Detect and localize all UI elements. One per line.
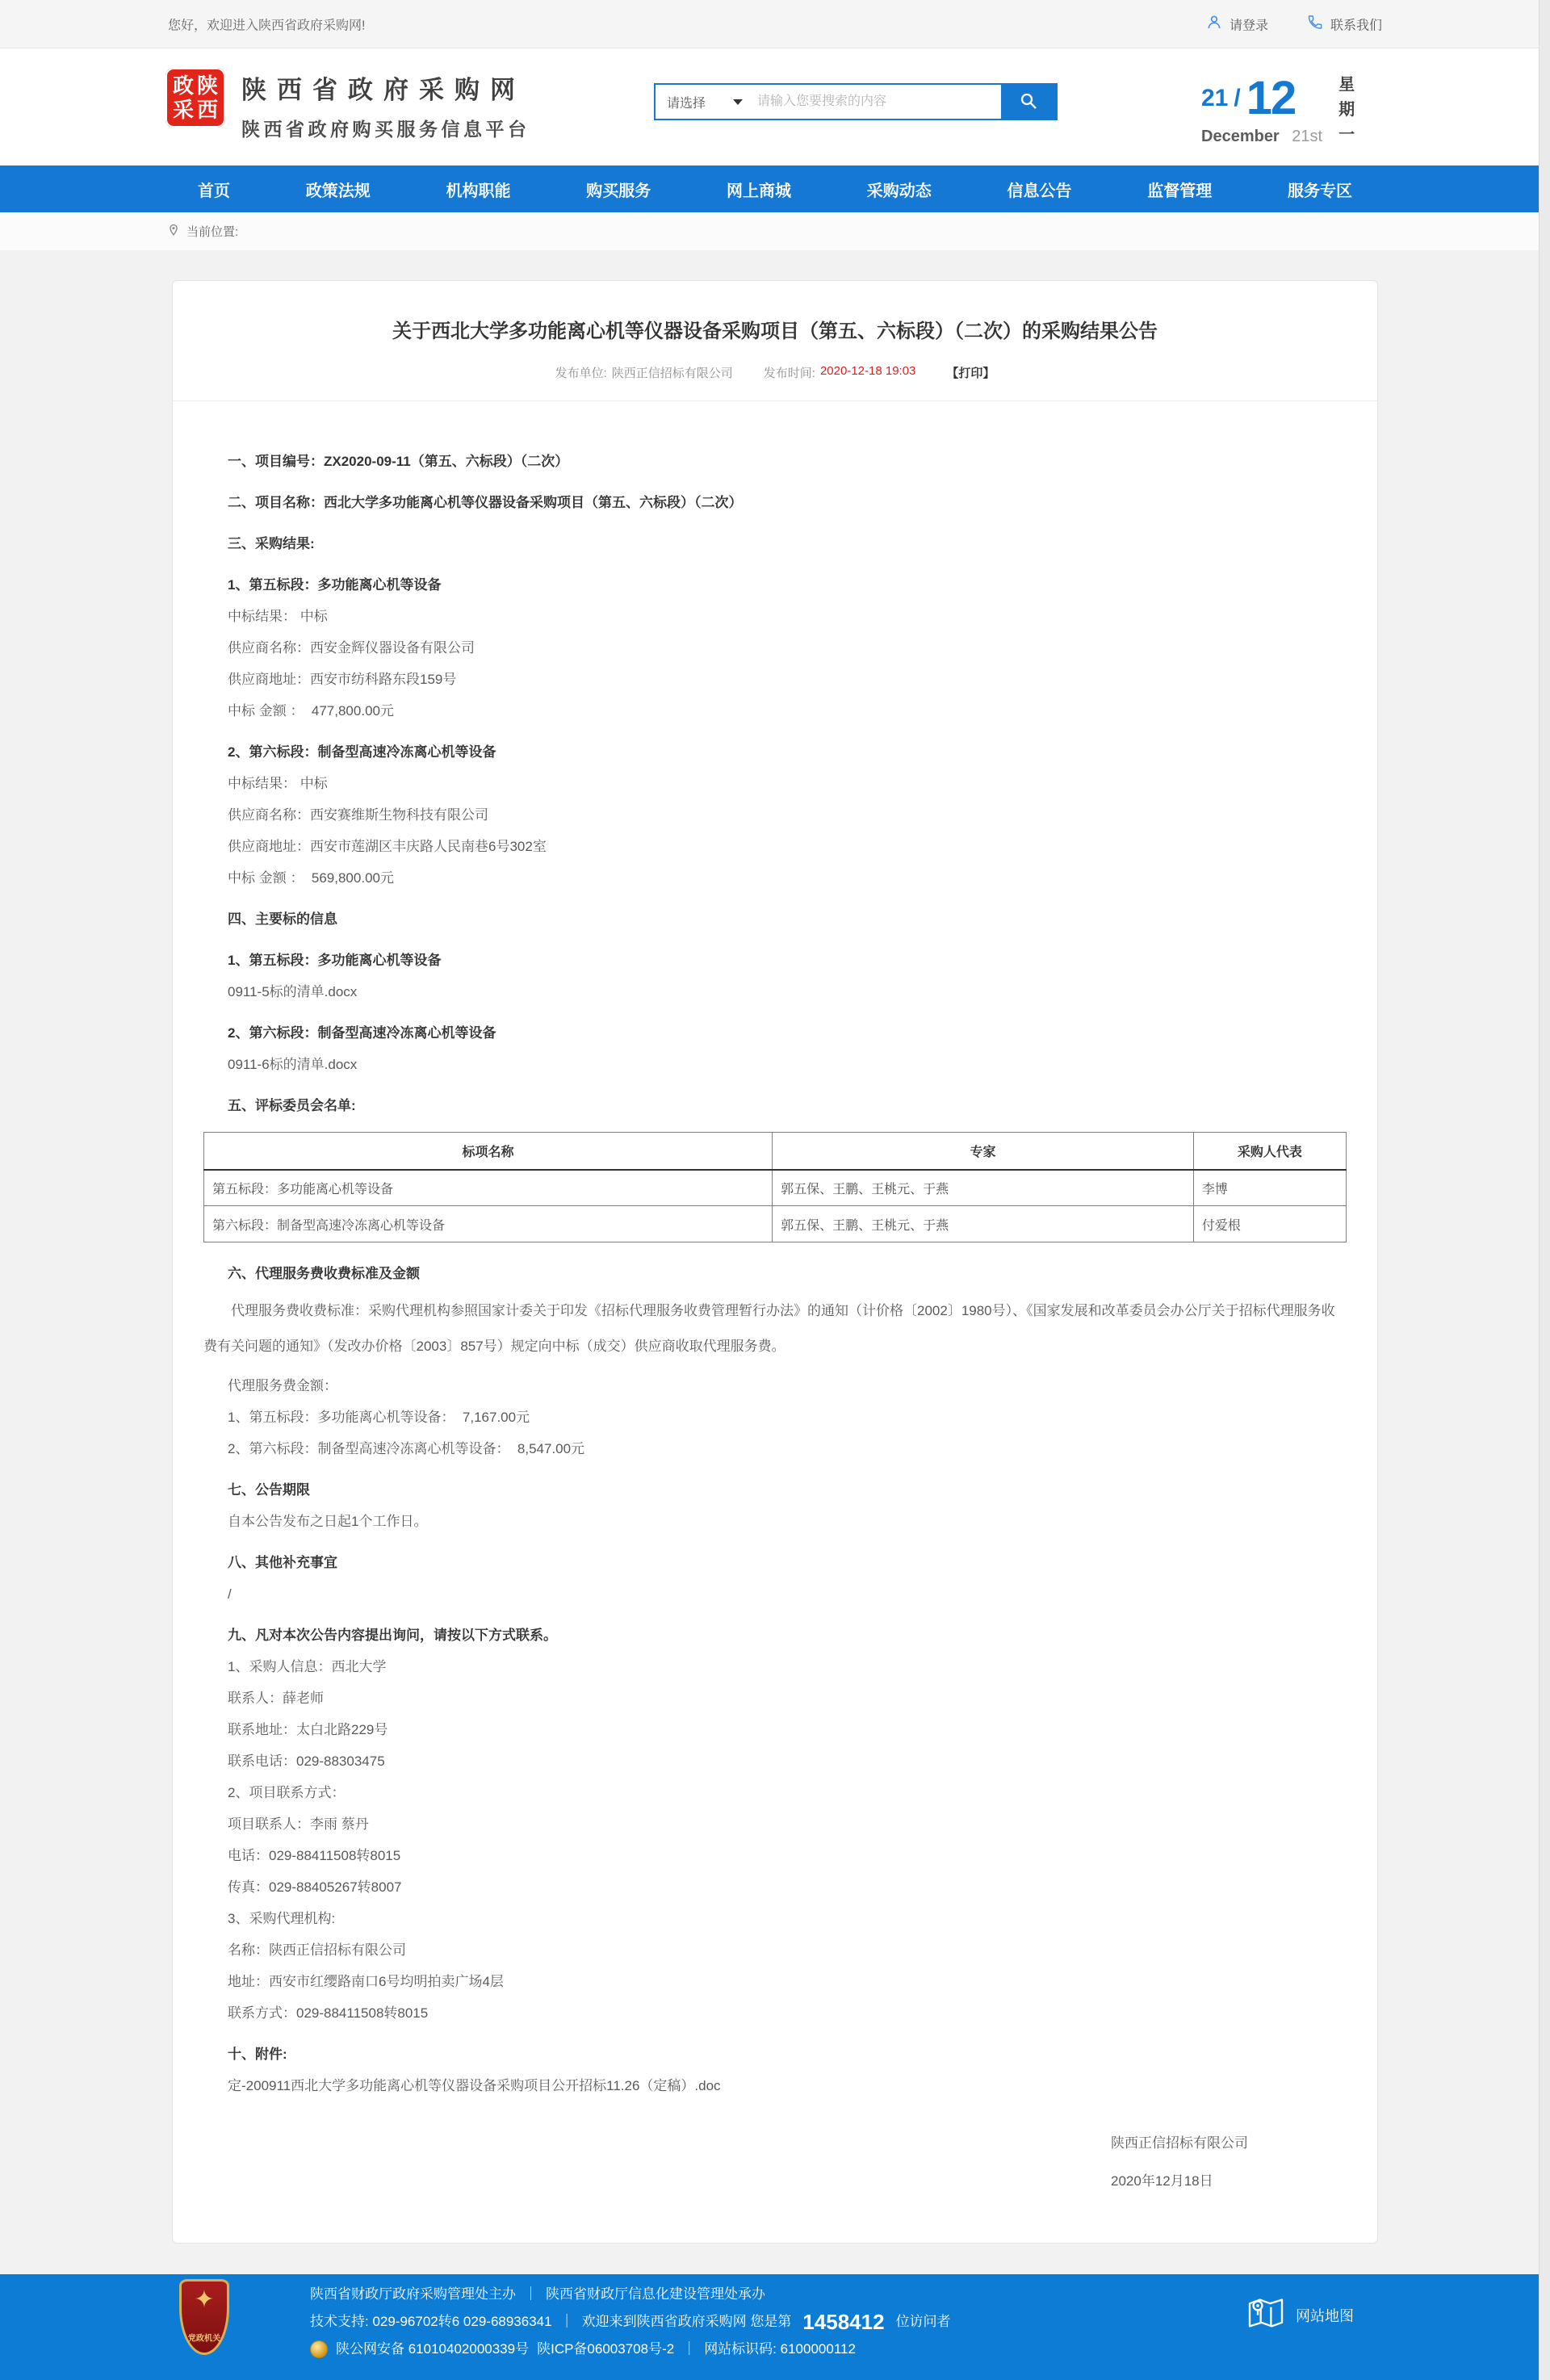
nav-item[interactable]: 信息公告 <box>1007 182 1072 200</box>
date-left <box>1201 71 1322 148</box>
weekday-char: 星 <box>1338 76 1355 94</box>
weekday-label <box>1338 71 1355 148</box>
weekday-char: 一 <box>1338 126 1355 144</box>
search-category-select[interactable] <box>656 85 752 119</box>
section-heading: 一、项目编号：ZX2020-09-11（第五、六标段）（二次） <box>228 454 569 469</box>
nav-item[interactable]: 首页 <box>198 182 230 200</box>
body-line: 3、采购代理机构: <box>228 1911 336 1926</box>
body-line: 自本公告发布之日起1个工作日。 <box>228 1514 428 1529</box>
body-before-table <box>203 452 1347 1116</box>
article-body <box>173 401 1377 2243</box>
footer-line-3 <box>310 2340 951 2359</box>
badge-text: 党政机关 <box>187 2334 221 2344</box>
body-line: 电话：029-88411508转8015 <box>228 1848 401 1863</box>
main-nav <box>0 166 1550 212</box>
site-footer <box>0 2274 1550 2380</box>
section-heading: 2、第六标段：制备型高速冷冻离心机等设备 <box>228 1025 496 1041</box>
body-line: 1、第五标段：多功能离心机等设备： 7,167.00元 <box>228 1410 530 1425</box>
body-line: 2、项目联系方式： <box>228 1785 346 1800</box>
committee-table-head-row <box>204 1133 1347 1170</box>
body-line: 地址：西安市红缨路南口6号均明拍卖广场4层 <box>228 1974 504 1989</box>
body-line: 中标 金额 ： 569,800.00元 <box>228 870 394 886</box>
body-line: 名称：陕西正信招标有限公司 <box>228 1942 406 1958</box>
badge-emblem-icon: ✦ <box>194 2286 215 2313</box>
body-line: 联系方式：029-88411508转8015 <box>228 2005 429 2021</box>
visitor-count: 1458412 <box>802 2310 885 2334</box>
search-select-label: 请选择 <box>667 96 706 111</box>
section-heading: 三、采购结果: <box>228 536 315 551</box>
table-header-cell: 标项名称 <box>204 1133 773 1170</box>
body-line: 供应商地址：西安市莲湖区丰庆路人民南巷6号302室 <box>228 839 547 854</box>
body-line: / <box>228 1586 232 1602</box>
table-cell: 李博 <box>1193 1170 1346 1206</box>
body-line: 供应商名称：西安金辉仪器设备有限公司 <box>228 640 475 656</box>
committee-table-body <box>204 1170 1347 1242</box>
table-cell: 付爱根 <box>1193 1206 1346 1242</box>
publish-time-group <box>764 364 916 381</box>
publish-time-label: 发布时间: <box>763 367 815 380</box>
table-cell: 郭五保、王鹏、王桃元、于燕 <box>773 1206 1194 1242</box>
search-box <box>654 83 1058 120</box>
date-words <box>1201 128 1322 146</box>
body-line: 中标结果： 中标 <box>228 776 328 791</box>
nav-item[interactable]: 购买服务 <box>586 182 651 200</box>
publisher-group <box>555 364 733 381</box>
table-row <box>204 1206 1347 1242</box>
visitor-text-suffix: 位访问者 <box>895 2314 951 2329</box>
signature-date: 2020年12月18日 <box>1111 2173 1213 2189</box>
date-month-name: December <box>1201 128 1280 145</box>
site-titles <box>241 69 530 141</box>
security-record: 陕公网安备 61010402000339号 <box>336 2341 530 2357</box>
print-button[interactable]: 【打印】 <box>946 367 995 380</box>
topbar-links <box>1206 14 1382 34</box>
section-heading: 五、评标委员会名单: <box>228 1098 356 1113</box>
publisher-value: 陕西正信招标有限公司 <box>611 367 733 380</box>
tech-support: 技术支持: 029-96702转6 029-68936341 <box>310 2314 552 2329</box>
login-link[interactable] <box>1206 14 1268 34</box>
section-heading: 七、公告期限 <box>228 1482 310 1498</box>
body-line: 供应商地址：西安市纺科路东段159号 <box>228 672 457 687</box>
body-line: 中标结果： 中标 <box>228 609 328 624</box>
table-header-cell: 采购人代表 <box>1193 1133 1346 1170</box>
footer-cohost: 陕西省财政厅信息化建设管理处承办 <box>546 2286 765 2302</box>
location-pin-icon <box>168 224 179 240</box>
table-cell: 第六标段：制备型高速冷冻离心机等设备 <box>204 1206 773 1242</box>
section-heading: 十、附件: <box>228 2047 287 2062</box>
nav-item[interactable]: 政策法规 <box>305 182 371 200</box>
contact-label: 联系我们 <box>1330 19 1382 32</box>
nav-item[interactable]: 服务专区 <box>1288 182 1352 200</box>
body-after-table <box>203 1264 1347 2096</box>
main-area <box>0 251 1550 2274</box>
search-icon <box>1019 91 1038 113</box>
publisher-label: 发布单位: <box>555 367 607 380</box>
sitemap-label: 网站地图 <box>1296 2307 1354 2324</box>
site-subtitle: 陕西省政府购买服务信息平台 <box>241 119 530 140</box>
body-line: 2、第六标段：制备型高速冷冻离心机等设备： 8,547.00元 <box>228 1441 585 1456</box>
login-label: 请登录 <box>1229 19 1268 32</box>
page-title: 关于西北大学多功能离心机等仪器设备采购项目（第五、六标段）（二次）的采购结果公告 <box>392 321 1158 342</box>
body-line: 代理服务费收费标准：采购代理机构参照国家计委关于印发《招标代理服务收费管理暂行办法》的通知（计价格〔2002〕1980号）、《国家发展和改革委员会办公厅关于招标代理服务收费有关问题的通知》（发改办价格〔2003〕857号）规定向中标（成交）供应商收取代理服务费。 <box>203 1303 1335 1354</box>
logo-char: 陕 <box>196 73 218 98</box>
committee-table <box>203 1132 1347 1242</box>
signature-company: 陕西正信招标有限公司 <box>1111 2135 1248 2151</box>
section-heading: 二、项目名称：西北大学多功能离心机等仪器设备采购项目（第五、六标段）（二次） <box>228 495 743 510</box>
separator: ｜ <box>524 2286 538 2302</box>
body-line: 联系电话：029-88303475 <box>228 1754 385 1769</box>
phone-icon <box>1307 14 1323 34</box>
body-line: 供应商名称：西安赛维斯生物科技有限公司 <box>228 807 488 823</box>
publish-time-value: 2020-12-18 19:03 <box>819 364 916 378</box>
icp-record: 陕ICP备06003708号-2 <box>537 2341 675 2357</box>
map-icon <box>1247 2297 1284 2333</box>
date-separator: / <box>1234 84 1241 111</box>
police-badge-icon <box>310 2340 328 2358</box>
table-cell: 郭五保、王鹏、王桃元、于燕 <box>773 1170 1194 1206</box>
footer-line-2 <box>310 2310 951 2334</box>
attachment-link[interactable]: 0911-6标的清单.docx <box>228 1057 358 1072</box>
nav-item[interactable]: 网上商城 <box>727 182 791 200</box>
body-line: 传真：029-88405267转8007 <box>228 1879 402 1895</box>
body-line: 代理服务费金额： <box>228 1378 337 1393</box>
table-cell: 第五标段：多功能离心机等设备 <box>204 1170 773 1206</box>
contact-link[interactable] <box>1307 14 1382 34</box>
date-numbers <box>1201 71 1322 125</box>
nav-item[interactable]: 监督管理 <box>1147 182 1213 200</box>
footer-host: 陕西省财政厅政府采购管理处主办 <box>310 2286 516 2302</box>
section-heading: 2、第六标段：制备型高速冷冻离心机等设备 <box>228 744 496 760</box>
section-heading: 1、第五标段：多功能离心机等设备 <box>228 577 442 593</box>
date-widget <box>1201 71 1355 148</box>
government-badge <box>179 2279 229 2355</box>
date-day: 21 <box>1201 84 1229 111</box>
article-header <box>173 281 1377 401</box>
scrollbar[interactable] <box>1539 0 1550 2380</box>
logo-char: 政 <box>172 73 194 98</box>
body-line: 联系地址：太白北路229号 <box>228 1722 388 1737</box>
chevron-down-icon <box>733 99 743 105</box>
attachment-link[interactable]: 0911-5标的清单.docx <box>228 984 358 999</box>
footer-lines <box>310 2285 951 2365</box>
separator: ｜ <box>559 2314 574 2329</box>
date-month-number: 12 <box>1246 72 1296 124</box>
site-name: 陕西省政府采购网 <box>241 76 526 104</box>
body-line: 联系人：薛老师 <box>228 1691 324 1706</box>
search-button[interactable] <box>1001 85 1056 119</box>
breadcrumb <box>0 212 1550 251</box>
nav-item[interactable]: 采购动态 <box>866 182 932 200</box>
signature-block <box>203 2131 1248 2189</box>
section-heading: 六、代理服务费收费标准及金额 <box>228 1266 420 1281</box>
body-line: 项目联系人：李雨 蔡丹 <box>228 1816 369 1832</box>
section-heading: 四、主要标的信息 <box>228 911 337 927</box>
attachment-link[interactable]: 定-200911西北大学多功能离心机等仪器设备采购项目公开招标11.26（定稿）.doc <box>228 2078 721 2093</box>
visitor-text-prefix: 欢迎来到陕西省政府采购网 您是第 <box>581 2314 792 2329</box>
logo-char: 采 <box>172 98 194 122</box>
breadcrumb-label: 当前位置: <box>186 225 239 239</box>
user-icon <box>1206 14 1222 34</box>
announcement-card <box>172 280 1378 2244</box>
welcome-text: 您好，欢迎进入陕西省政府采购网! <box>168 19 366 32</box>
section-heading: 1、第五标段：多功能离心机等设备 <box>228 953 442 968</box>
search-input[interactable] <box>752 85 1001 119</box>
section-heading: 八、其他补充事宜 <box>228 1555 337 1570</box>
separator: ｜ <box>682 2341 697 2357</box>
site-header <box>0 48 1550 166</box>
sitemap-link[interactable] <box>1247 2297 1354 2333</box>
site-code: 网站标识码: 6100000112 <box>704 2341 856 2357</box>
site-logo[interactable] <box>165 68 225 128</box>
article-meta <box>173 364 1377 381</box>
weekday-char: 期 <box>1338 101 1355 119</box>
body-line: 1、采购人信息：西北大学 <box>228 1659 387 1674</box>
table-row <box>204 1170 1347 1206</box>
logo-char: 西 <box>196 98 218 122</box>
nav-item[interactable]: 机构职能 <box>446 182 511 200</box>
section-heading: 九、凡对本次公告内容提出询问，请按以下方式联系。 <box>228 1628 557 1643</box>
date-ordinal: 21st <box>1292 128 1323 145</box>
topbar <box>0 0 1550 48</box>
footer-line-1 <box>310 2285 951 2304</box>
table-header-cell: 专家 <box>773 1133 1194 1170</box>
body-line: 中标 金额 ： 477,800.00元 <box>228 703 394 719</box>
